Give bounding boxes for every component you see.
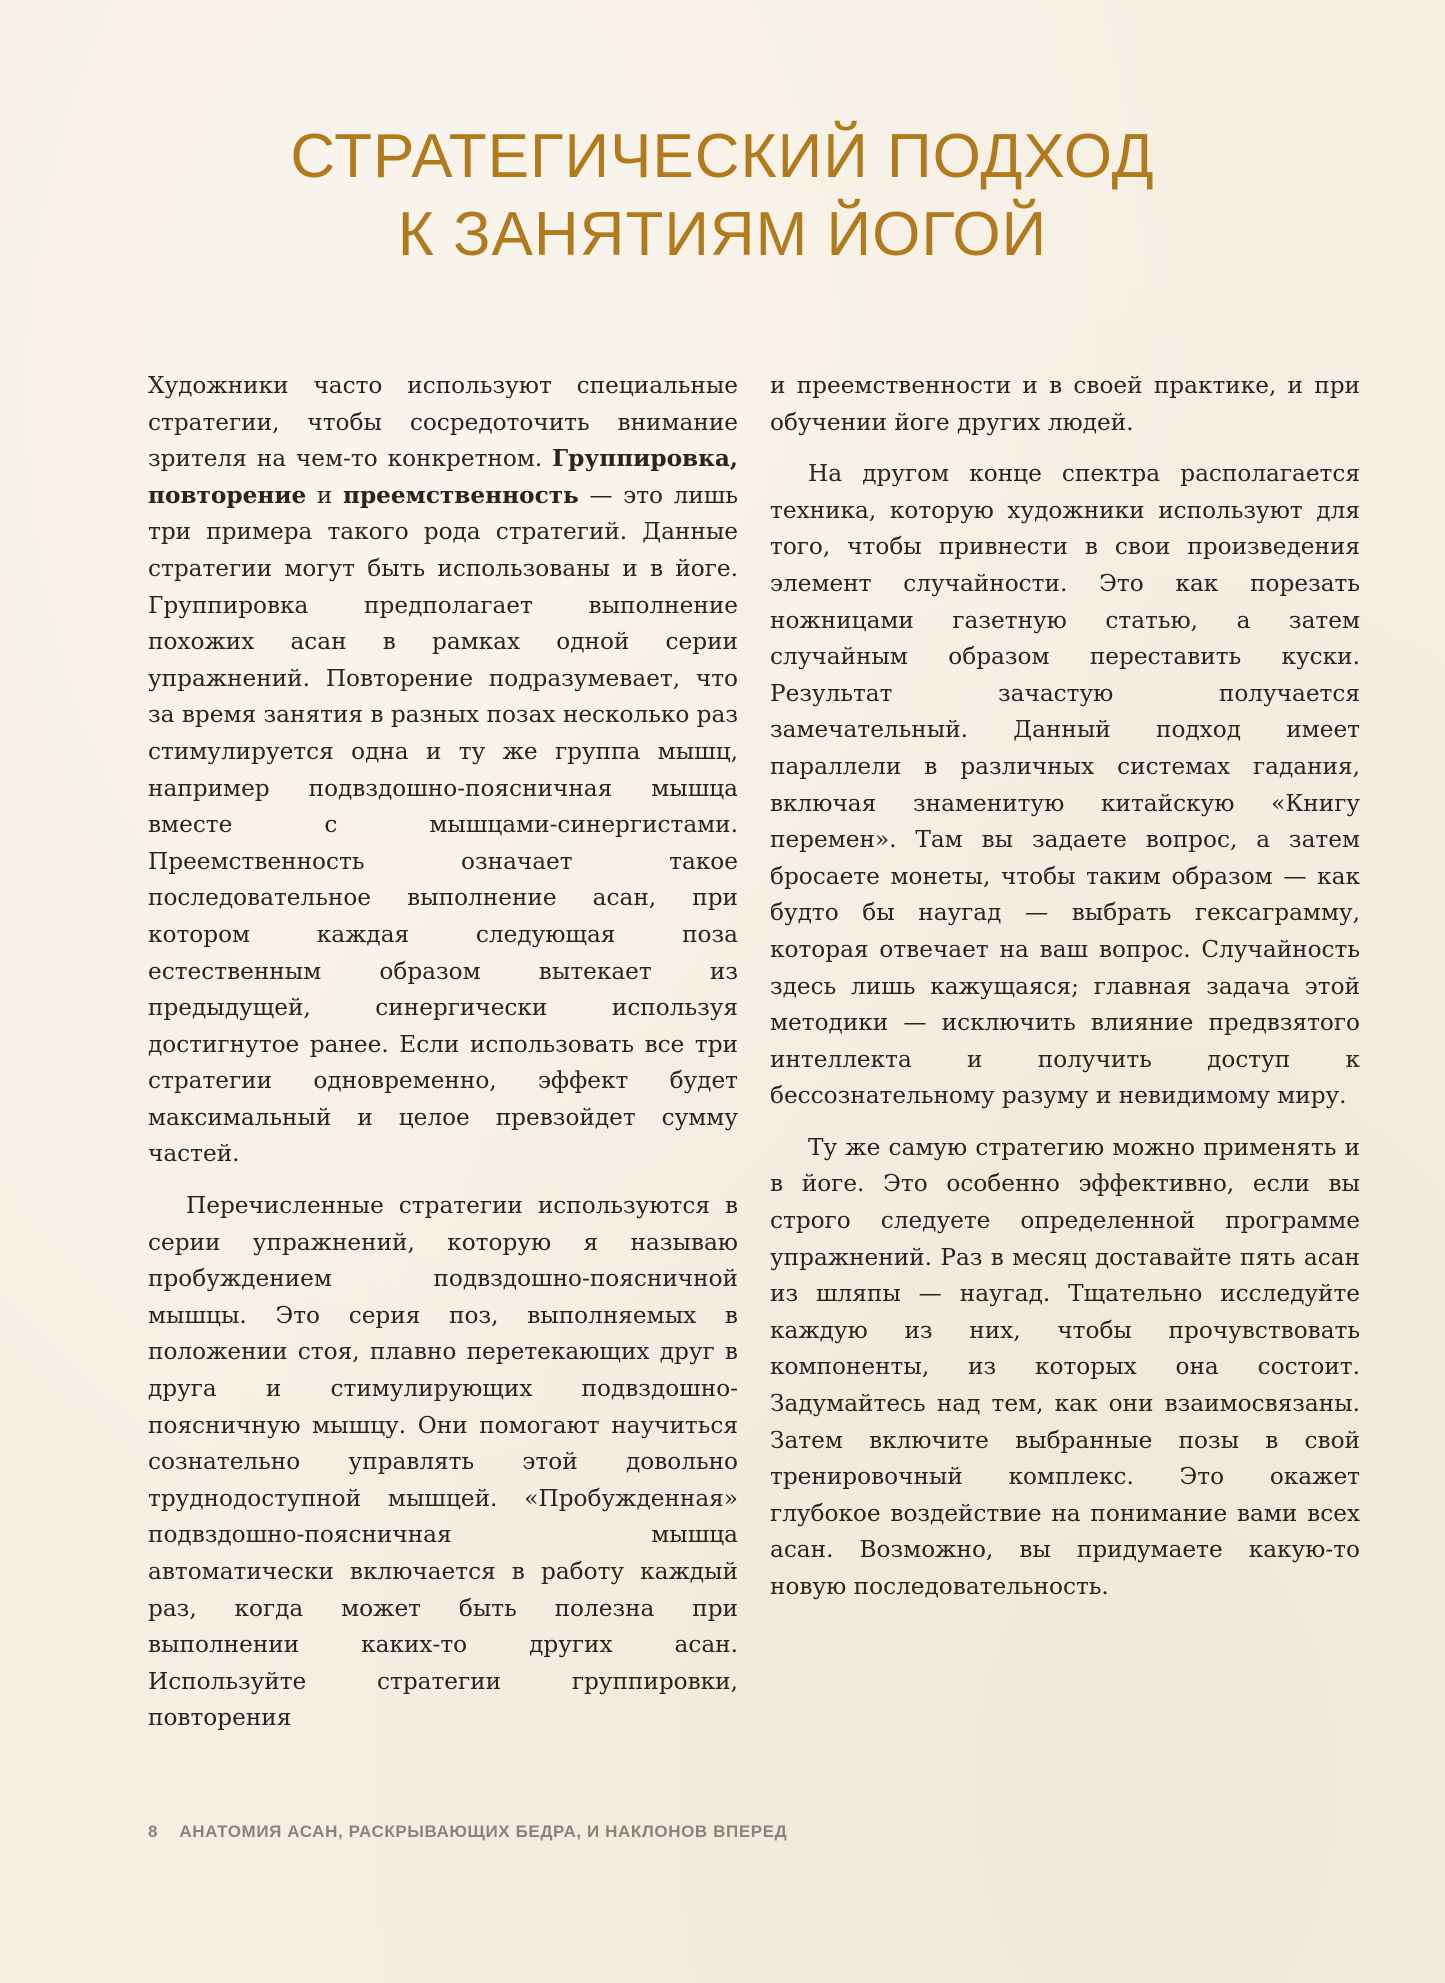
paragraph-text: и — [306, 481, 343, 509]
paragraph-text: Художники часто используют специальные стратегии, чтобы сосредоточить внимание зрителя на чем-то конкретном. — [148, 372, 738, 473]
paragraph: и преемственности и в своей практике, и при обучении йоге других людей. — [770, 372, 1360, 436]
page-number: 8 — [148, 1822, 159, 1841]
paragraph: Ту же самую стратегию можно применять и в йоге. Это особенно эффективно, если вы строго следуете определенной программе упражнений. Раз в месяц доставайте пять асан из шляпы — наугад. Тщательно исследуйте каждую из них, чтобы прочувствовать компоненты, из которых она состоит. Задумайтесь над тем, как они взаимосвязаны. Затем включите выбранные позы в свой тренировочный комплекс. Это окажет глубокое воздействие на понимание вами всех асан. Возможно, вы придумаете какую-то новую последовательность. — [770, 1133, 1360, 1600]
paragraph: На другом конце спектра располагается техника, которую художники используют для того, чтобы привнести в свои произведения элемент случайности. Это как порезать ножницами газетную статью, а затем случайным образом переставить куски. Результат зачастую получается замечательный. Данный подход имеет параллели в различных системах гадания, включая знаменитую китайскую «Книгу перемен». Там вы задаете вопрос, а затем бросаете монеты, чтобы таким образом — как будто бы наугад — выбрать гексаграмму, которая отвечает на ваш вопрос. Случайность здесь лишь кажущаяся; главная задача этой методики — исключить влияние предвзятого интеллекта и получить доступ к бессознательному разуму и невидимому миру. — [770, 460, 1360, 1110]
right-column — [770, 368, 1360, 1752]
bold-term: Группировка, повторение — [148, 445, 738, 509]
page-title — [0, 118, 1445, 274]
paragraph: Перечисленные стратегии используются в серии упражнений, которую я называю пробуждением подвздошно-поясничной мышцы. Это серия поз, выполняемых в положении стоя, плавно перетекающих друг в друга и стимулирующих подвздошно-поясничную мышцу. Они помогают научиться сознательно управлять этой довольно труднодоступной мышцей. «Пробужденная» подвздошно-поясничная мышца автоматически включается в работу каждый раз, когда может быть полезна при выполнении каких-то других асан. Используйте стратегии группировки, повторения — [148, 1192, 738, 1732]
title-line-1: СТРАТЕГИЧЕСКИЙ ПОДХОД — [290, 122, 1155, 191]
running-title: АНАТОМИЯ АСАН, РАСКРЫВАЮЩИХ БЕДРА, И НАКЛОНОВ ВПЕРЕД — [179, 1822, 788, 1841]
bold-term: преемственность — [342, 481, 579, 509]
paragraph — [148, 368, 738, 1173]
paragraph-text: — это лишь три примера такого рода стратегий. Данные стратегии могут быть использованы и в йоге. Группировка предполагает выполнение похожих асан в рамках одной серии упражнений. Повторение подразумевает, что за время занятия в разных позах несколько раз стимулируется одна и ту же группа мышц, например подвздошно-поясничная мышца вместе с мышцами-синергистами. Преемственность означает такое последовательное выполнение асан, при котором каждая следующая поза естественным образом вытекает из предыдущей, синергически используя достигнутое ранее. Если использовать все три стратегии одновременно, эффект будет максимальный и целое превзойдет сумму частей. — [148, 481, 738, 1168]
title-line-2: К ЗАНЯТИЯМ ЙОГОЙ — [397, 200, 1048, 269]
body-columns — [148, 368, 1360, 1752]
left-column — [148, 368, 738, 1752]
page-footer — [148, 1822, 787, 1842]
